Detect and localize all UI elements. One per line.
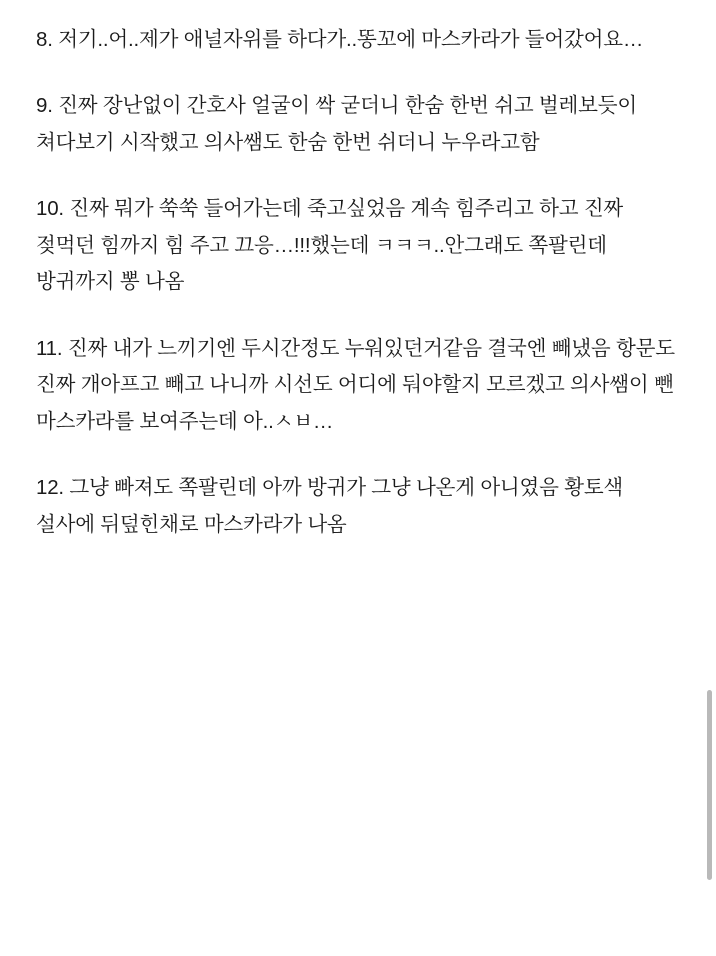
paragraph-8: 8. 저기..어..제가 애널자위를 하다가..똥꼬에 마스카라가 들어갔어요… xyxy=(36,28,644,51)
paragraph-12: 12. 그냥 빠져도 쪽팔린데 아까 방귀가 그냥 나온게 아니였음 황토색 설사에 뒤덮힌채로 마스카라가 나옴 xyxy=(36,476,624,536)
scrollbar-thumb[interactable] xyxy=(707,690,712,880)
paragraph-9: 9. 진짜 장난없이 간호사 얼굴이 싹 굳더니 한숨 한번 쉬고 벌레보듯이 쳐다보기 시작했고 의사쌤도 한숨 한번 쉬더니 누우라고함 xyxy=(36,94,637,154)
scrollbar-track[interactable] xyxy=(709,0,714,956)
paragraph-11: 11. 진짜 내가 느끼기엔 두시간정도 누워있던거같음 결국엔 빼냈음 항문도 진짜 개아프고 빼고 나니까 시선도 어디에 둬야할지 모르겠고 의사쌤이 뺀 마스카라를 보여주는데 아..ㅅㅂ… xyxy=(36,336,675,433)
paragraph-10: 10. 진짜 뭐가 쑥쑥 들어가는데 죽고싶었음 계속 힘주리고 하고 진짜 젖먹던 힘까지 힘 주고 끄응…!!!했는데 ㅋㅋㅋ..안그래도 쪽팔린데 방귀까지 뽕 나옴 xyxy=(36,197,624,294)
